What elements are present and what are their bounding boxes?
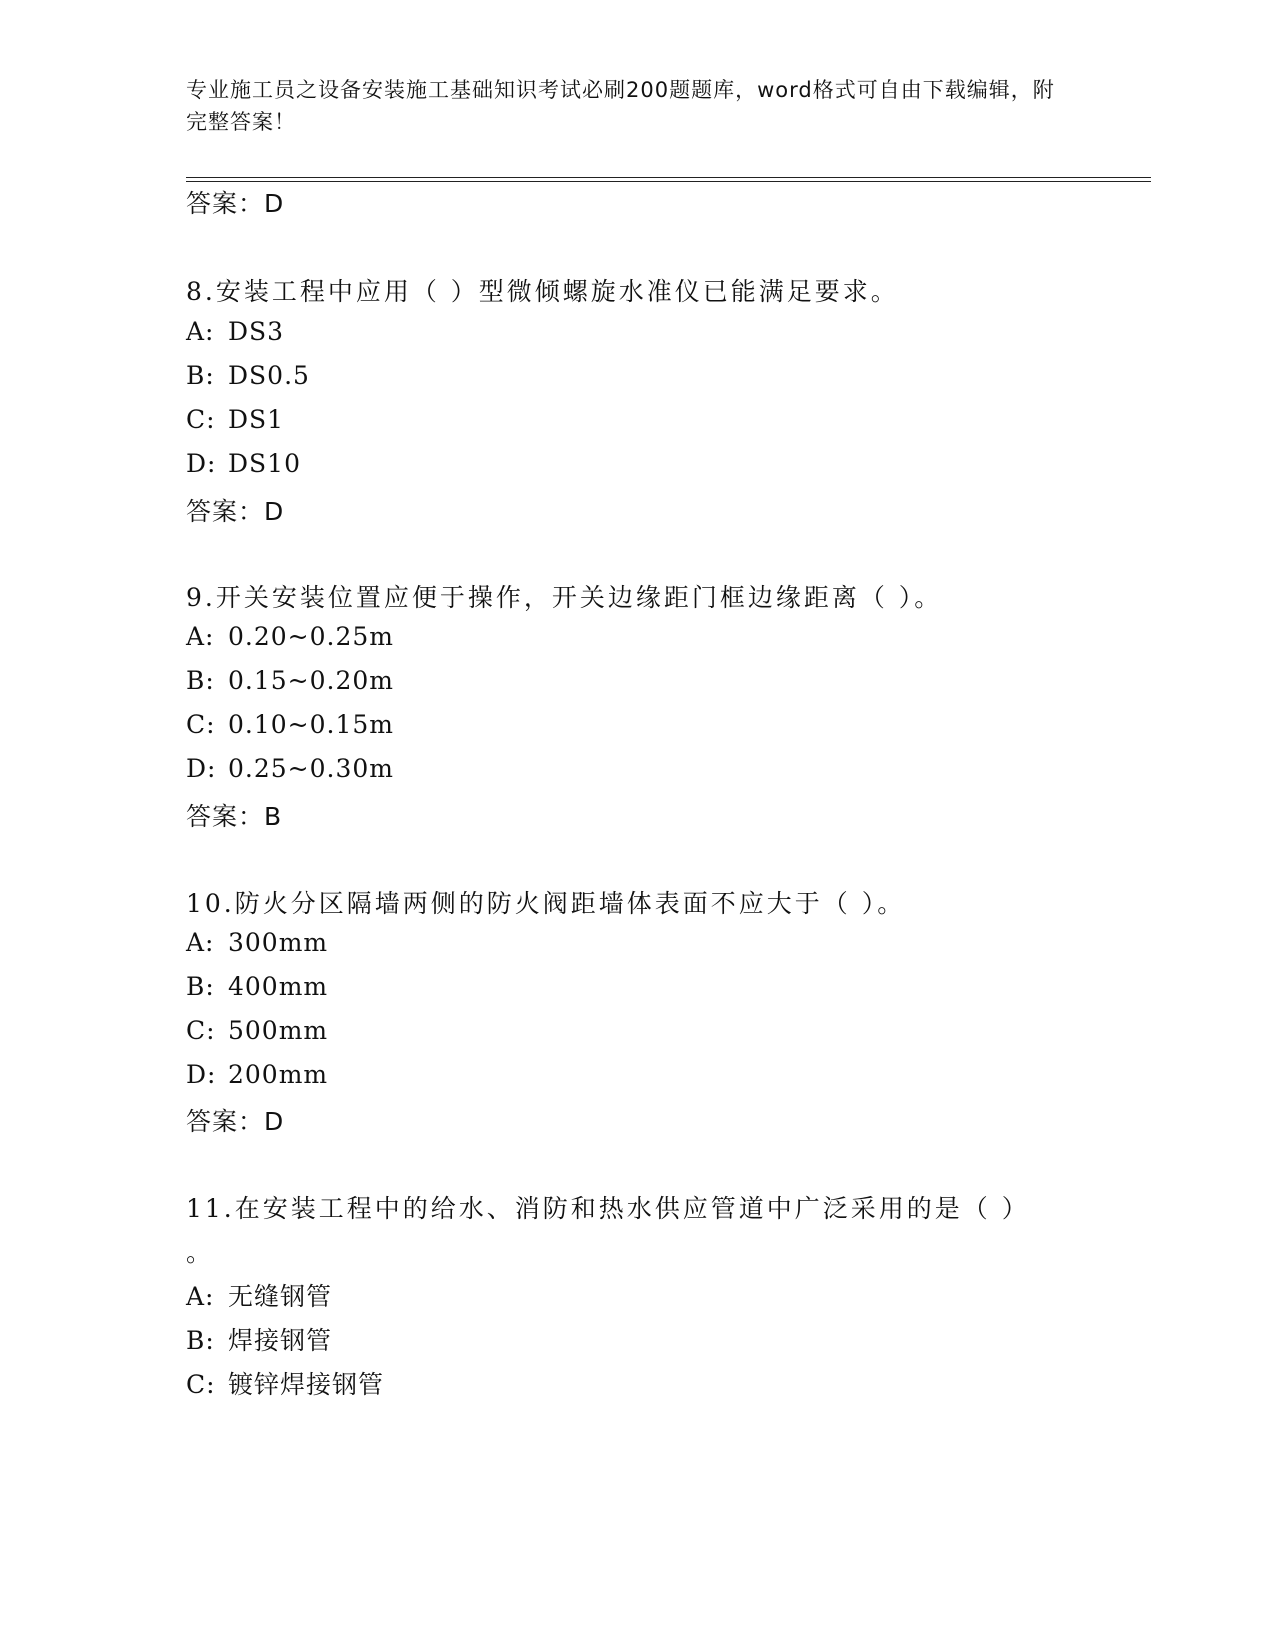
option-key: C: [186, 710, 216, 739]
question-8-option-c [186, 405, 284, 434]
option-value: 500mm [228, 1016, 329, 1045]
option-key: A: [186, 1282, 215, 1311]
option-key: C: [186, 1016, 216, 1045]
document-header-title: 专业施工员之设备安装施工基础知识考试必刷200题题库，word格式可自由下载编辑，附完整答案！ [186, 78, 1055, 134]
question-10-text: 10.防火分区隔墙两侧的防火阀距墙体表面不应大于（ ）。 [186, 889, 906, 918]
question-9-option-d [186, 754, 394, 783]
question-11-option-a [186, 1277, 332, 1313]
option-key: D: [186, 754, 217, 783]
option-value: 无缝钢管 [228, 1282, 333, 1311]
question-10-option-a [186, 928, 328, 957]
option-value: 焊接钢管 [228, 1326, 333, 1355]
option-value: 200mm [228, 1060, 329, 1089]
option-value: 0.10~0.15m [228, 710, 394, 739]
option-value: 400mm [228, 972, 329, 1001]
option-key: C: [186, 1370, 216, 1399]
option-value: DS0.5 [228, 361, 310, 390]
question-11-option-c [186, 1365, 384, 1401]
question-8-option-d [186, 449, 301, 478]
option-key: B: [186, 666, 215, 695]
answer-q7: 答案：D [186, 189, 285, 218]
question-11-option-b [186, 1321, 332, 1357]
question-11-text: 11.在安装工程中的给水、消防和热水供应管道中广泛采用的是（ ） [186, 1194, 1030, 1223]
question-9-text: 9.开关安装位置应便于操作，开关边缘距门框边缘距离（ ）。 [186, 583, 943, 612]
question-8-text: 8.安装工程中应用（ ）型微倾螺旋水准仪已能满足要求。 [186, 277, 899, 306]
question-8-option-a [186, 317, 284, 346]
option-value: DS10 [228, 449, 301, 478]
option-key: B: [186, 972, 215, 1001]
option-value: DS3 [228, 317, 285, 346]
question-10-option-b [186, 972, 328, 1001]
question-9-option-c [186, 710, 394, 739]
option-key: A: [186, 317, 215, 346]
header-divider [186, 177, 1151, 182]
option-value: 镀锌焊接钢管 [228, 1370, 385, 1399]
question-10-option-c [186, 1016, 328, 1045]
question-8-option-b [186, 361, 310, 390]
option-value: 0.15~0.20m [228, 666, 394, 695]
option-key: D: [186, 1060, 217, 1089]
question-11-text-continued: 。 [186, 1238, 215, 1267]
option-key: B: [186, 361, 215, 390]
option-value: 0.20~0.25m [228, 622, 394, 651]
option-key: B: [186, 1326, 215, 1355]
question-9-option-a [186, 622, 394, 651]
answer-q10: 答案：D [186, 1107, 285, 1136]
option-key: C: [186, 405, 216, 434]
option-key: D: [186, 449, 217, 478]
question-9-option-b [186, 666, 394, 695]
option-key: A: [186, 622, 215, 651]
option-value: DS1 [228, 405, 285, 434]
answer-q8: 答案：D [186, 497, 285, 526]
answer-q9: 答案：B [186, 802, 283, 831]
question-10-option-d [186, 1060, 328, 1089]
option-key: A: [186, 928, 215, 957]
option-value: 0.25~0.30m [228, 754, 394, 783]
option-value: 300mm [228, 928, 329, 957]
